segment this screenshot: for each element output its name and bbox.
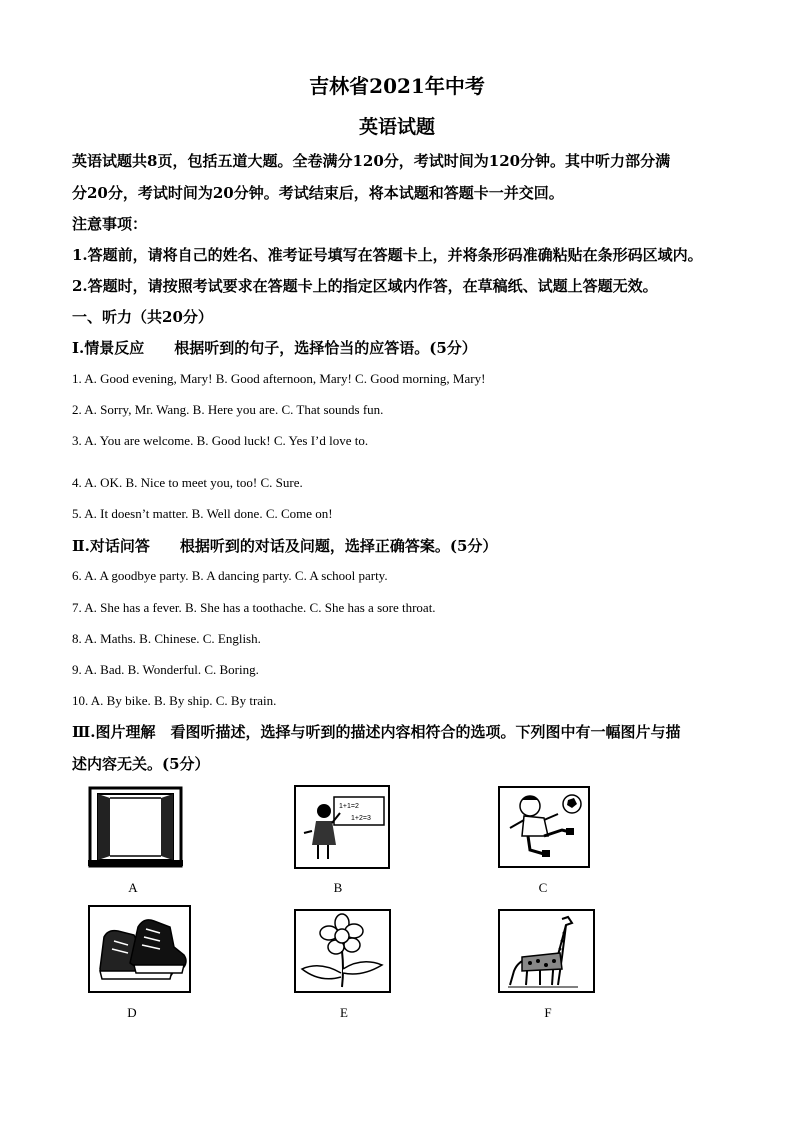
question-5: 5. A. It doesn’t matter. B. Well done. C. Come on!	[72, 506, 333, 521]
flower-icon	[296, 911, 389, 991]
question-2: 2. A. Sorry, Mr. Wang. B. Here you are. C. That sounds fun.	[72, 402, 384, 417]
question-9: 9. A. Bad. B. Wonderful. C. Boring.	[72, 662, 259, 677]
picture-label-f: F	[544, 1005, 552, 1020]
picture-label-e: E	[340, 1005, 348, 1020]
giraffe-icon	[500, 911, 593, 991]
question-1: 1. A. Good evening, Mary! B. Good afternoon, Mary! C. Good morning, Mary!	[72, 371, 486, 386]
picture-label-d: D	[127, 1005, 137, 1020]
section-3-heading-line-2: 述内容无关。(5分）	[72, 755, 210, 773]
section-3-heading-line-1: Ⅲ.图片理解 看图听描述，选择与听到的描述内容相符合的选项。下列图中有一幅图片与描	[72, 723, 681, 741]
question-3: 3. A. You are welcome. B. Good luck! C. Yes I’d love to.	[72, 433, 369, 448]
picture-e	[294, 909, 391, 993]
picture-b	[294, 785, 390, 869]
picture-f	[498, 909, 595, 993]
window-icon	[88, 786, 183, 868]
picture-c	[498, 786, 590, 868]
notes-item-1: 1.答题前，请将自己的姓名、准考证号填写在答题卡上，并将条形码准确粘贴在条形码区域内。	[72, 246, 703, 264]
teacher-blackboard-icon	[296, 787, 388, 867]
notes-item-2: 2.答题时，请按照考试要求在答题卡上的指定区域内作答，在草稿纸、试题上答题无效。	[72, 277, 658, 295]
picture-d	[88, 905, 191, 993]
sneakers-icon	[90, 907, 189, 991]
picture-label-c: C	[538, 880, 548, 895]
intro-line-2: 分20分，考试时间为20分钟。考试结束后，将本试题和答题卡一并交回。	[72, 184, 564, 202]
section-2-heading: Ⅱ.对话问答 根据听到的对话及问题，选择正确答案。(5分）	[72, 537, 498, 555]
question-8: 8. A. Maths. B. Chinese. C. English.	[72, 631, 261, 646]
picture-a	[88, 786, 183, 868]
section-1-heading: Ⅰ.情景反应 根据听到的句子，选择恰当的应答语。(5分）	[72, 339, 477, 357]
picture-label-a: A	[128, 880, 138, 895]
part-heading: 一、听力（共20分）	[72, 308, 213, 326]
question-10: 10. A. By bike. B. By ship. C. By train.	[72, 693, 277, 708]
boy-kicking-ball-icon	[500, 788, 588, 866]
question-6: 6. A. A goodbye party. B. A dancing party. C. A school party.	[72, 568, 388, 583]
blackboard-text-1: 1+1=2	[339, 803, 359, 810]
page-title: 吉林省2021年中考	[309, 74, 485, 98]
blackboard-text-2: 1+2=3	[351, 815, 371, 822]
question-7: 7. A. She has a fever. B. She has a toothache. C. She has a sore throat.	[72, 600, 436, 615]
question-4: 4. A. OK. B. Nice to meet you, too! C. Sure.	[72, 475, 303, 490]
picture-label-b: B	[333, 880, 343, 895]
intro-line-1: 英语试题共8页，包括五道大题。全卷满分120分，考试时间为120分钟。其中听力部分满	[72, 152, 671, 170]
notes-heading: 注意事项：	[72, 215, 148, 233]
page-subtitle: 英语试题	[358, 116, 435, 138]
